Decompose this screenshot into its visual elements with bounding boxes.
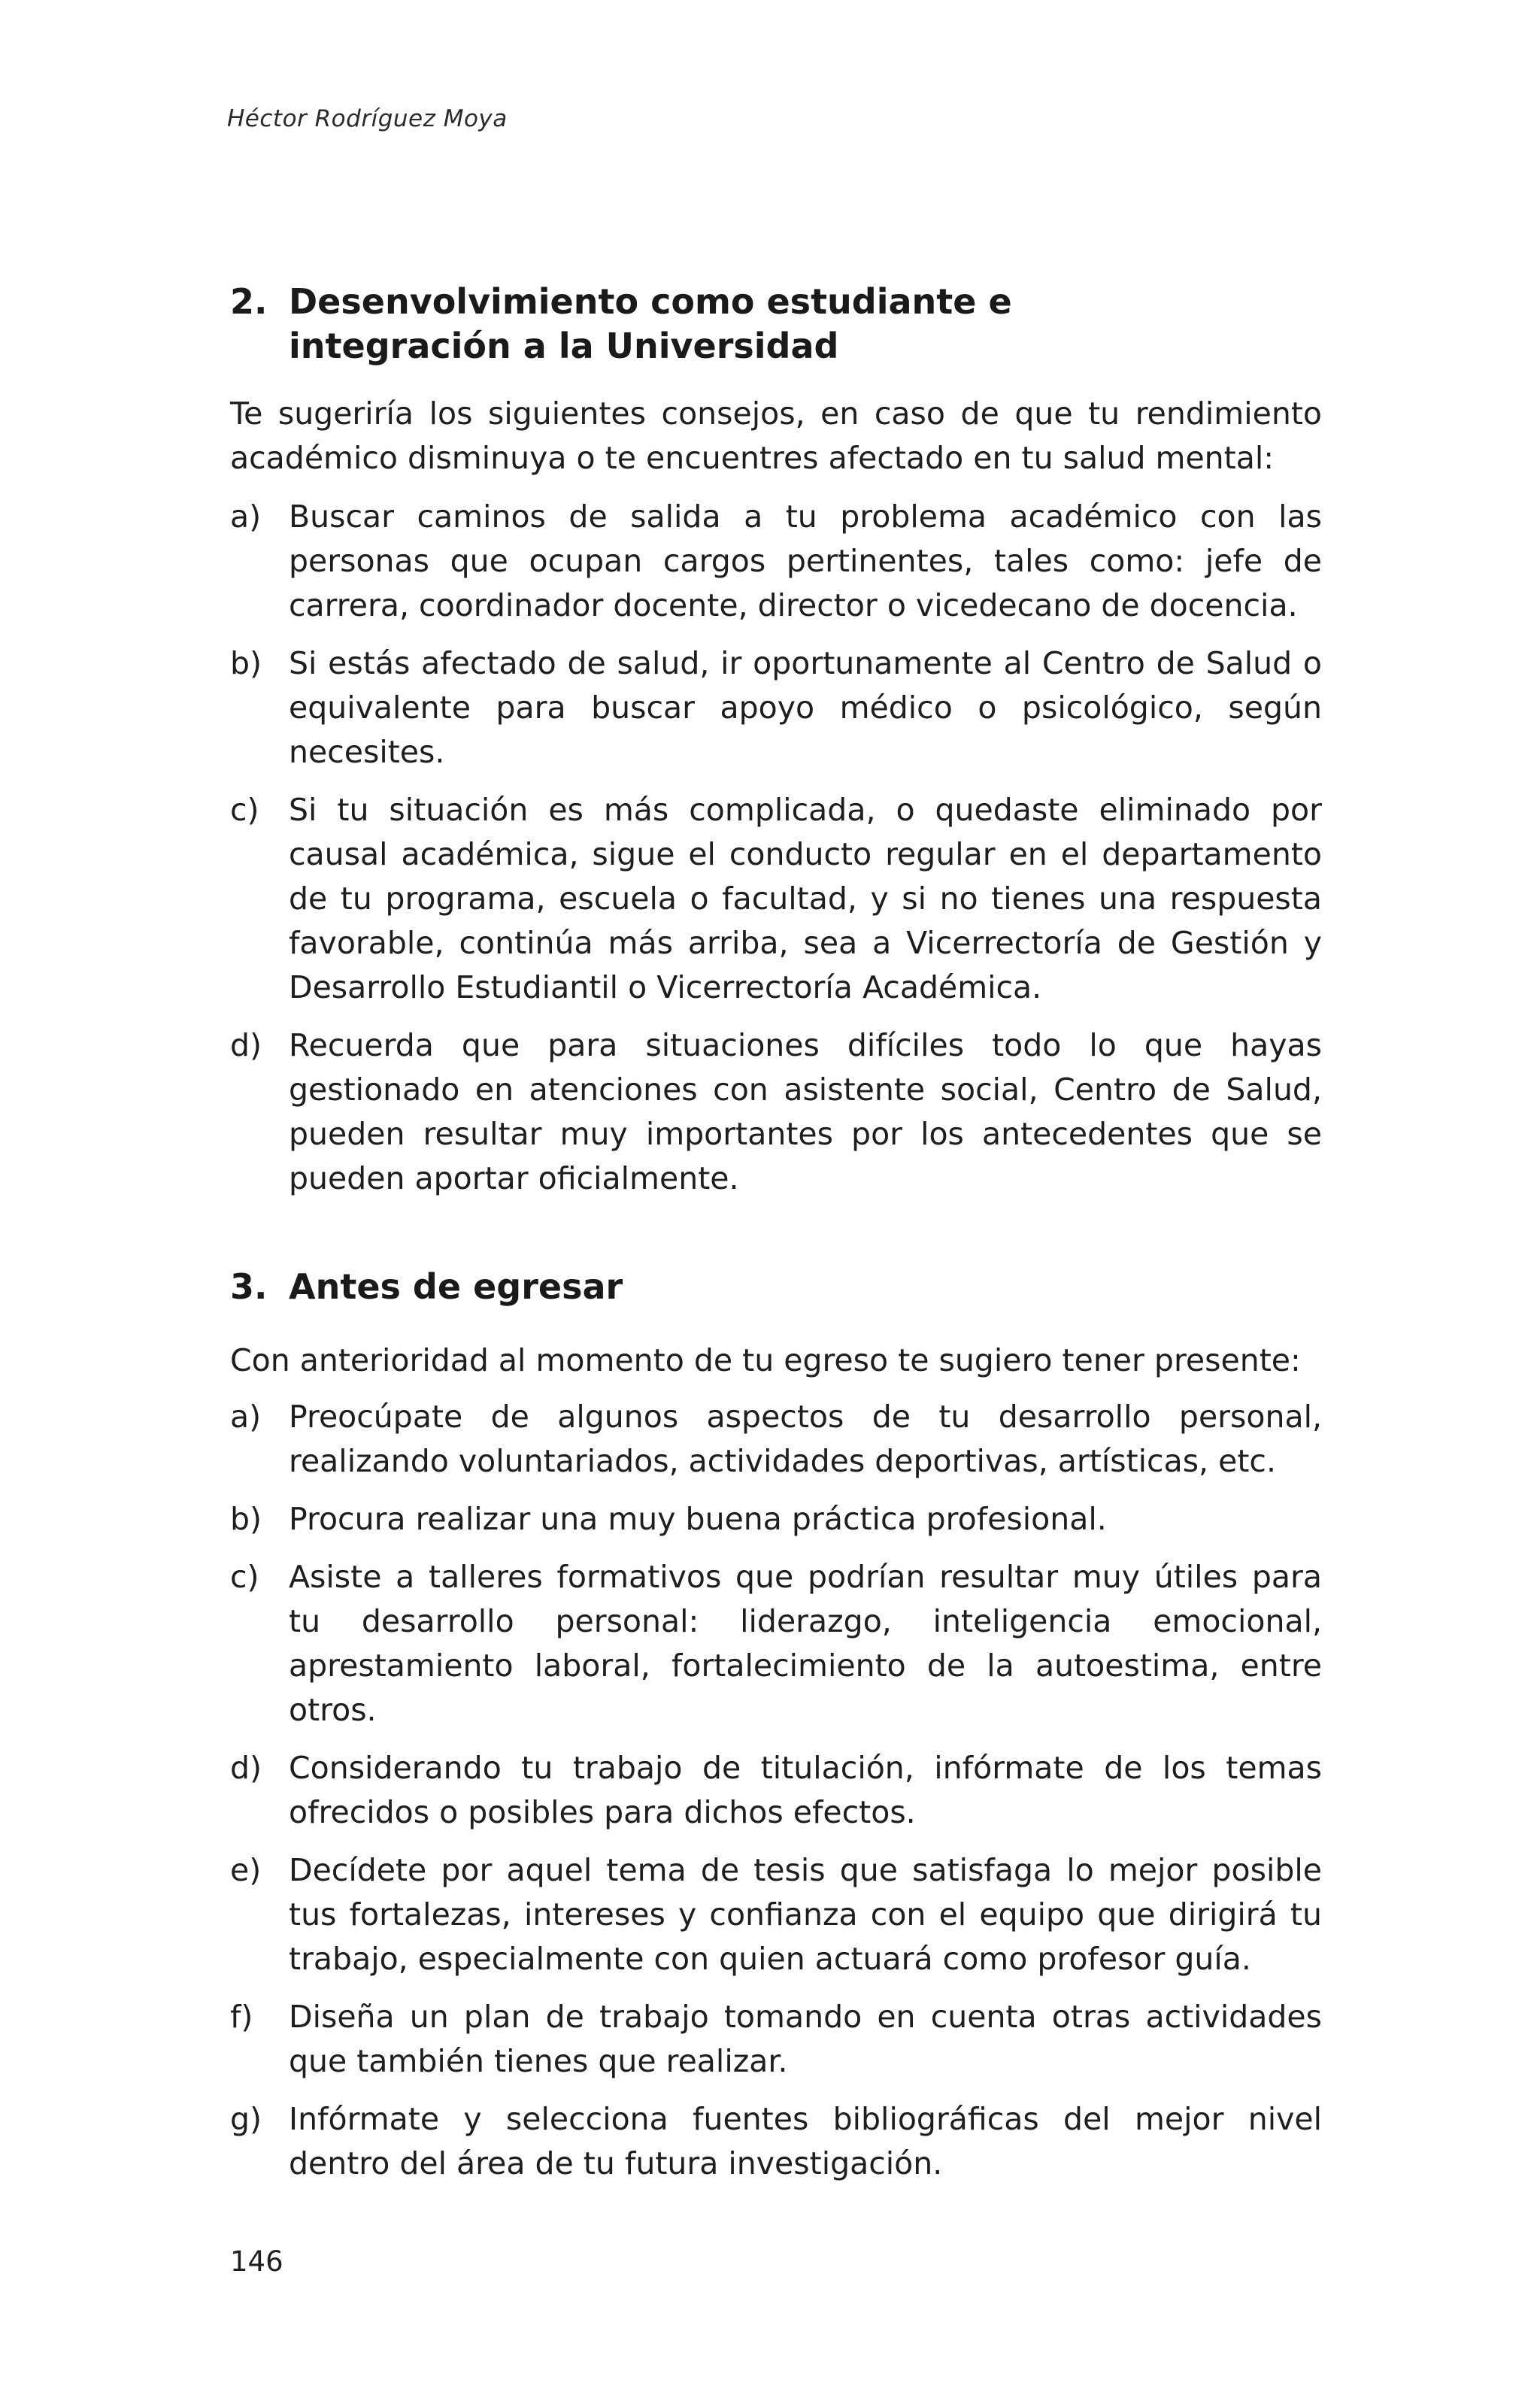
list-item: [230, 1395, 1322, 1484]
list-marker: a): [230, 1399, 262, 1435]
list-item: [230, 788, 1322, 1010]
list-marker: b): [230, 1501, 262, 1537]
page-number: 146: [230, 2245, 283, 2278]
list-marker: f): [230, 1999, 253, 2035]
section-title-line: integración a la Universidad: [289, 326, 839, 366]
list-marker: c): [230, 1559, 259, 1595]
section-title-line: Desenvolvimiento como estudiante e: [289, 281, 1012, 322]
list-item-text: Buscar caminos de salida a tu problema académico con las personas que ocupan cargos pertinentes, tales como: jefe de carrera, coordinador docente, director o vicedecano de docencia.: [289, 499, 1322, 623]
list-item-text: Preocúpate de algunos aspectos de tu desarrollo personal, realizando voluntariados, actividades deportivas, artísticas, etc.: [289, 1399, 1322, 1479]
section-number: 2.: [230, 281, 268, 322]
list-item: [230, 1555, 1322, 1733]
list-item: [230, 1497, 1322, 1542]
section-3-intro: Con anterioridad al momento de tu egreso te sugiero tener presente:: [230, 1342, 1301, 1378]
list-item-text: Considerando tu trabajo de titulación, infórmate de los temas ofrecidos o posibles para dichos efectos.: [289, 1750, 1322, 1830]
list-item-text: Si tu situación es más complicada, o quedaste eliminado por causal académica, sigue el conducto regular en el departamento de tu programa, escuela o facultad, y si no tienes una respuesta favorable, continúa más arriba, sea a Vicerrectoría de Gestión y Desarrollo Estudiantil o Vicerrectoría Académica.: [289, 792, 1322, 1005]
list-item: [230, 1848, 1322, 1981]
section-3-list: [230, 1395, 1322, 2199]
section-title: [289, 280, 1322, 368]
list-item-text: Decídete por aquel tema de tesis que satisfaga lo mejor posible tus fortalezas, intereses y confianza con el equipo que dirigirá tu trabajo, especialmente con quien actuará como profesor guía.: [289, 1852, 1322, 1977]
list-item: [230, 495, 1322, 628]
list-item-text: Asiste a talleres formativos que podrían resultar muy útiles para tu desarrollo personal: liderazgo, inteligencia emocional, aprestamiento laboral, fortalecimiento de la autoestima, entre otros.: [289, 1559, 1322, 1728]
section-number: 3.: [230, 1266, 268, 1307]
list-item: [230, 1746, 1322, 1835]
running-head: Héctor Rodríguez Moya: [227, 105, 508, 132]
list-item-text: Procura realizar una muy buena práctica profesional.: [289, 1501, 1107, 1537]
section-2-heading: [230, 280, 1322, 368]
list-marker: d): [230, 1750, 262, 1786]
list-marker: b): [230, 645, 262, 681]
section-3-heading: [230, 1265, 1322, 1309]
list-item: [230, 2097, 1322, 2186]
section-2-list: [230, 495, 1322, 1214]
section-title: Antes de egresar: [289, 1266, 623, 1307]
list-item: [230, 1995, 1322, 2084]
list-item-text: Diseña un plan de trabajo tomando en cuenta otras actividades que también tienes que realizar.: [289, 1999, 1322, 2079]
list-item-text: Recuerda que para situaciones difíciles todo lo que hayas gestionado en atenciones con asistente social, Centro de Salud, pueden resultar muy importantes por los antecedentes que se pueden aportar oficialmente.: [289, 1027, 1322, 1196]
section-2-intro: Te sugeriría los siguientes consejos, en caso de que tu rendimiento académico disminuya o te encuentres afectado en tu salud mental:: [230, 396, 1322, 476]
list-item: [230, 1023, 1322, 1201]
list-marker: a): [230, 499, 262, 535]
list-marker: d): [230, 1027, 262, 1063]
list-marker: c): [230, 792, 259, 828]
list-item-text: Si estás afectado de salud, ir oportunamente al Centro de Salud o equivalente para buscar apoyo médico o psicológico, según necesites.: [289, 645, 1322, 770]
list-item-text: Infórmate y selecciona fuentes bibliográficas del mejor nivel dentro del área de tu futura investigación.: [289, 2101, 1322, 2181]
list-item: [230, 641, 1322, 775]
list-marker: e): [230, 1852, 262, 1888]
list-marker: g): [230, 2101, 262, 2137]
